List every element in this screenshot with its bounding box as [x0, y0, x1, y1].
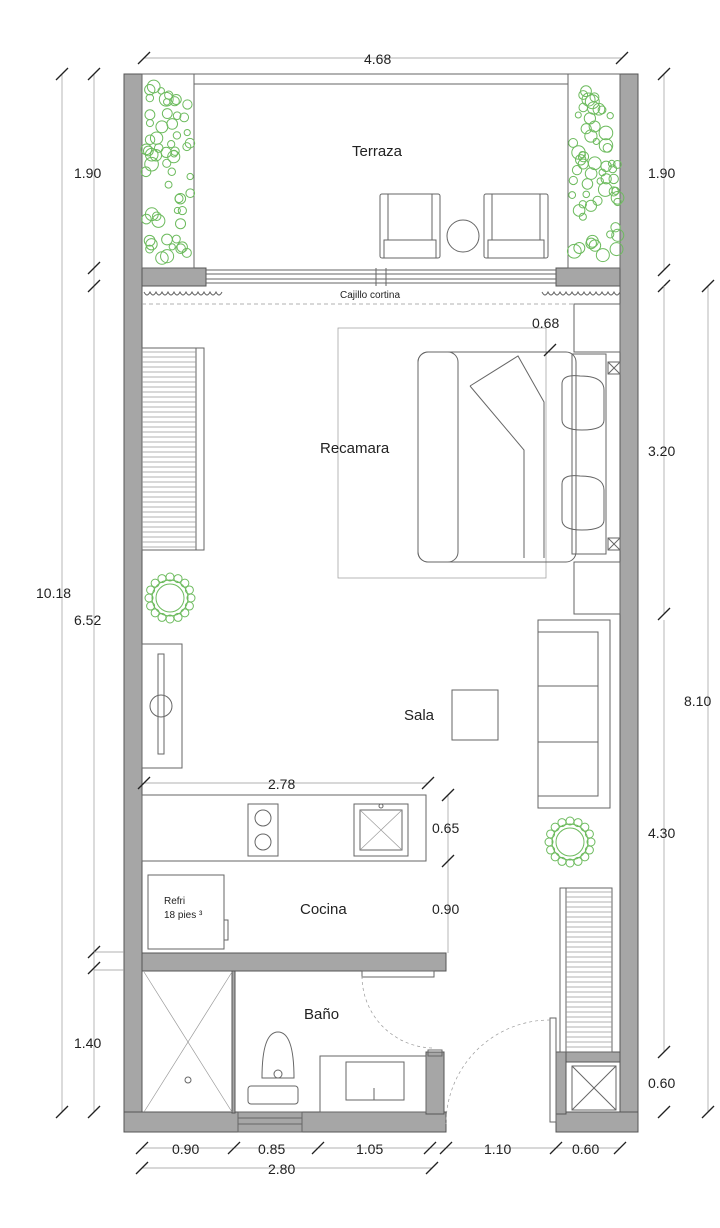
planter-leaf	[611, 223, 620, 232]
planter-leaf	[167, 119, 178, 130]
desk-icon	[142, 644, 182, 768]
vanity-icon	[320, 1056, 426, 1112]
planter-leaf	[575, 112, 581, 118]
dim-bottom-total: 2.80	[268, 1161, 296, 1177]
dim-bottom-door: 1.10	[484, 1141, 512, 1157]
dim-bedroom-depth: 3.20	[648, 443, 676, 459]
room-label-living: Sala	[404, 707, 435, 724]
dim-counter-width: 2.78	[268, 776, 296, 792]
room-label-terrace: Terraza	[352, 143, 403, 160]
planter-leaf	[579, 103, 588, 112]
shower-icon	[144, 972, 232, 1112]
kitchen-sink-icon	[354, 804, 408, 856]
armchair-right-icon	[484, 194, 548, 258]
dim-right-lower: 8.10	[684, 693, 712, 709]
planter-leaf	[183, 100, 192, 109]
dim-total-left: 10.18	[36, 585, 72, 601]
planter-leaf	[146, 239, 157, 250]
planter-leaf	[579, 91, 588, 100]
planter-leaf	[141, 144, 152, 155]
bedroom-furniture	[142, 304, 620, 768]
wardrobe-left-icon	[142, 348, 204, 550]
walls	[124, 74, 638, 1132]
planter-leaf	[186, 189, 195, 198]
planter-leaf	[145, 110, 155, 120]
entry	[446, 888, 616, 1124]
planter-leaf	[597, 178, 603, 184]
coffee-table-icon	[452, 690, 498, 740]
dim-counter-depth: 0.65	[432, 820, 460, 836]
shower-partition	[232, 971, 235, 1113]
entry-wardrobe-icon	[560, 888, 612, 1052]
planter-leaf	[174, 207, 180, 213]
cooktop-icon	[248, 804, 278, 856]
planter-leaf	[569, 176, 577, 184]
fridge-label-line1: Refri	[164, 896, 186, 907]
planter-leaf	[585, 168, 597, 180]
bath-door	[362, 971, 434, 977]
planter-leaf	[574, 242, 585, 253]
plant-living-icon	[552, 824, 588, 860]
planter-leaf	[156, 252, 169, 265]
planter-leaf	[569, 192, 576, 199]
kitchen	[142, 795, 426, 949]
living-furniture	[452, 620, 610, 808]
room-label-bedroom: Recamara	[320, 440, 390, 457]
dim-interior-left: 6.52	[74, 612, 102, 628]
planter-leaf	[162, 234, 173, 245]
planter-leaf	[175, 194, 183, 202]
side-table-icon	[447, 220, 479, 252]
dim-terrace-left: 1.90	[74, 165, 102, 181]
planter-leaf	[572, 165, 581, 174]
planter-leaf	[146, 94, 153, 101]
bathroom	[144, 971, 442, 1132]
planter-leaf	[177, 242, 187, 252]
planter-leaf	[596, 249, 609, 262]
planter-leaf	[184, 129, 190, 135]
left-wall	[124, 74, 142, 1132]
notes	[164, 290, 400, 921]
terrace-wall-left	[142, 268, 206, 286]
nightstand-top	[574, 304, 620, 352]
planter-leaf	[168, 141, 175, 148]
bed-icon	[418, 352, 620, 562]
closet-side-wall	[556, 1052, 566, 1114]
planter-leaf	[607, 113, 613, 119]
planter-leaf	[150, 132, 162, 144]
entry-door	[550, 1018, 556, 1122]
planter-leaf	[187, 173, 193, 179]
bottom-wall-closet	[556, 1112, 638, 1132]
curtain-note: Cajillo cortina	[340, 290, 401, 301]
dim-kitchen-depth: 0.90	[432, 901, 460, 917]
dim-bottom-vanity: 1.05	[356, 1141, 384, 1157]
dim-terrace-right: 1.90	[648, 165, 676, 181]
dim-top-width: 4.68	[364, 51, 392, 67]
dim-bath-depth: 1.40	[74, 1035, 102, 1051]
planter-leaf	[585, 200, 596, 211]
planter-leaf	[173, 132, 180, 139]
bottom-wall-bath	[124, 1112, 446, 1132]
planter-leaf	[142, 214, 152, 224]
planter-leaf	[180, 113, 189, 122]
planter-leaf	[573, 205, 585, 217]
closet-icon	[572, 1066, 616, 1110]
dim-bottom-closet: 0.60	[572, 1141, 600, 1157]
planter-leaf	[162, 109, 172, 119]
planter-leaf	[146, 120, 153, 127]
bath-partition	[142, 953, 446, 971]
planter-leaf	[176, 219, 186, 229]
terrace	[142, 74, 620, 286]
fridge-label-line2: 18 pies ³	[164, 910, 203, 921]
dim-bottom-wc: 0.85	[258, 1141, 286, 1157]
armchair-left-icon	[380, 194, 440, 258]
planter-leaf	[172, 235, 180, 243]
nightstand-bottom	[574, 562, 620, 614]
dim-bed-gap: 0.68	[532, 315, 560, 331]
room-labels	[300, 143, 435, 1023]
toilet-icon	[248, 1032, 298, 1104]
planter-leaf	[582, 179, 593, 190]
plant-living-inner	[556, 828, 584, 856]
sofa-icon	[538, 620, 610, 808]
bath-end-wall	[426, 1052, 444, 1114]
planter-leaf	[599, 126, 613, 140]
room-label-kitchen: Cocina	[300, 901, 347, 918]
planter-leaf	[584, 113, 595, 124]
planter-leaf	[156, 121, 168, 133]
planter-leaf	[583, 191, 590, 198]
plants	[141, 80, 624, 867]
dim-closet-depth: 0.60	[648, 1075, 676, 1091]
dim-living-lower: 4.30	[648, 825, 676, 841]
terrace-wall-right	[556, 268, 620, 286]
plant-bedroom-inner	[156, 584, 184, 612]
planter-leaf	[185, 138, 195, 148]
room-label-bath: Baño	[304, 1006, 340, 1023]
planter-leaf	[163, 159, 171, 167]
dim-bottom-shower: 0.90	[172, 1141, 200, 1157]
planter-leaf	[152, 214, 165, 227]
planter-leaf	[145, 135, 154, 144]
planter-leaf	[168, 168, 175, 175]
planter-leaf	[169, 244, 175, 250]
plant-bedroom-icon	[152, 580, 188, 616]
planter-leaf	[154, 144, 163, 153]
planter-leaf	[165, 181, 172, 188]
